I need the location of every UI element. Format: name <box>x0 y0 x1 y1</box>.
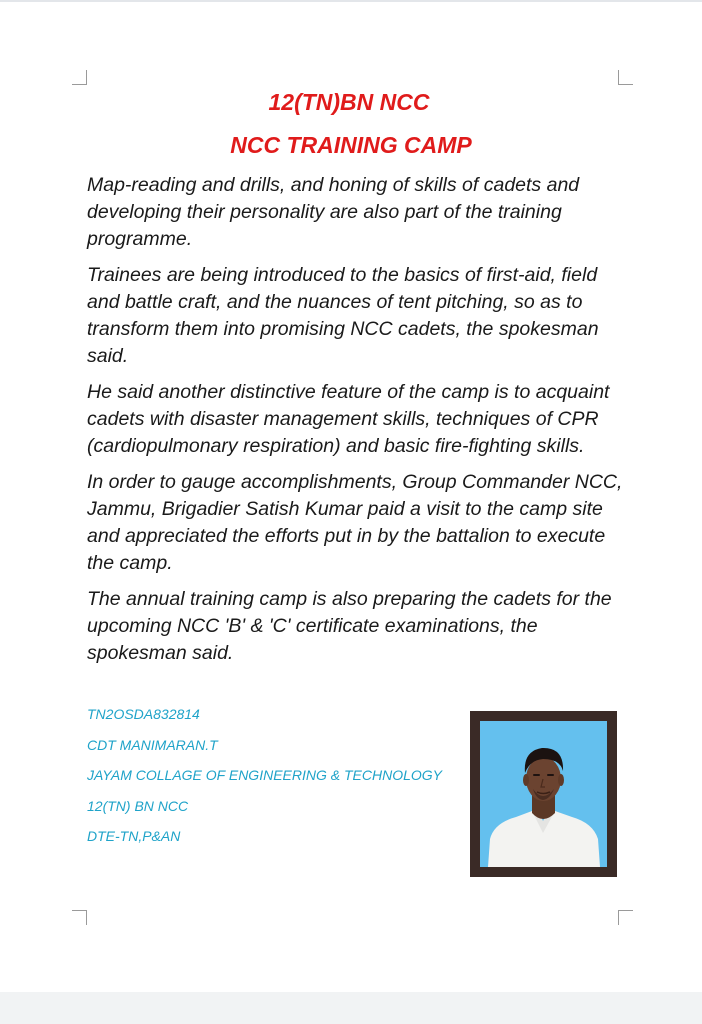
regimental-number: TN2OSDA832814 <box>87 706 200 722</box>
paragraph-3: He said another distinctive feature of the camp is to acquaint cadets with disaster management skills, techniques of CPR (cardiopulmonary respiration) and basic fire-fighting skills. <box>87 381 610 457</box>
unit-title: 12(TN)BN NCC <box>268 89 430 115</box>
margin-corner-top-right <box>618 70 633 85</box>
margin-corner-bottom-left <box>72 910 87 925</box>
unit-name: 12(TN) BN NCC <box>87 797 189 814</box>
camp-title: NCC TRAINING CAMP <box>230 132 472 158</box>
paragraph-5: The annual training camp is also preparing the cadets for the upcoming NCC 'B' & 'C' certificate examinations, the spokesman said. <box>87 588 612 664</box>
cadet-name: CDT MANIMARAN.T <box>87 736 218 753</box>
paragraph-4: In order to gauge accomplishments, Group Commander NCC, Jammu, Brigadier Satish Kumar paid a visit to the camp site and appreciated the efforts put in by the battalion to execute the camp. <box>87 471 623 574</box>
portrait-image <box>480 721 607 867</box>
margin-corner-top-left <box>72 70 87 85</box>
paragraph-2: Trainees are being introduced to the basics of first-aid, field and battle craft, and the nuances of tent pitching, so as to transform them into promising NCC cadets, the spokesman said. <box>87 264 599 367</box>
directorate-name: DTE-TN,P&AN <box>87 828 181 844</box>
college-name: JAYAM COLLAGE OF ENGINEERING & TECHNOLOGY <box>87 767 443 783</box>
cadet-details <box>87 702 477 855</box>
cadet-photo <box>470 711 617 877</box>
article-body <box>87 172 635 676</box>
margin-corner-bottom-right <box>618 910 633 925</box>
paragraph-1: Map-reading and drills, and honing of skills of cadets and developing their personality are also part of the training programme. <box>87 174 580 250</box>
